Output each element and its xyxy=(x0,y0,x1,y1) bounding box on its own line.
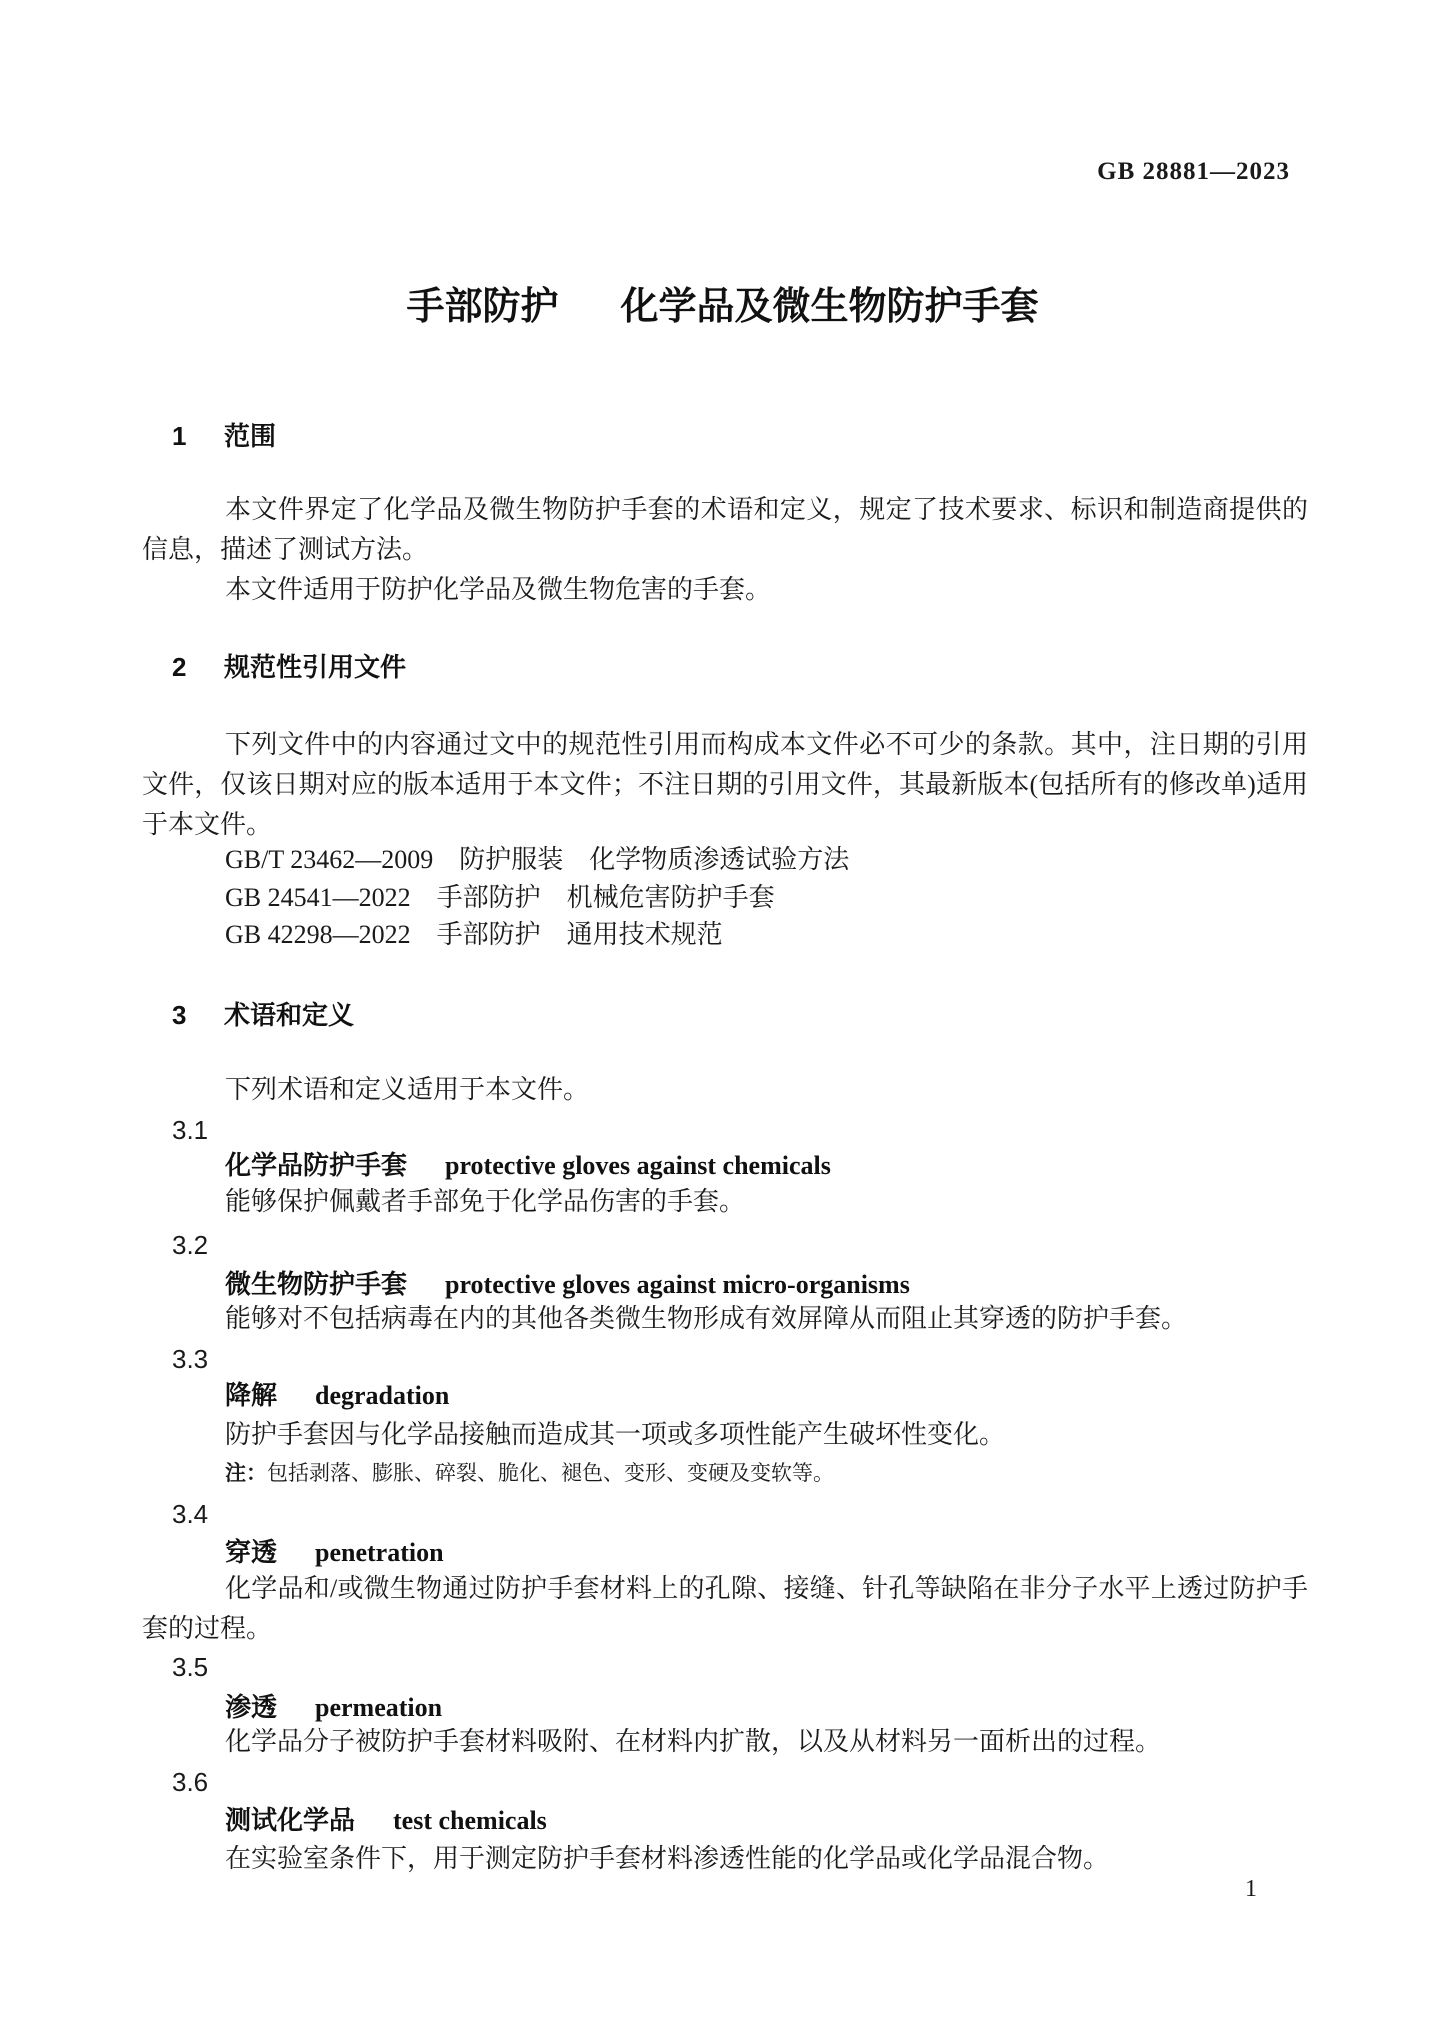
note-text: 包括剥落、膨胀、碎裂、脆化、褪色、变形、变硬及变软等。 xyxy=(267,1461,834,1485)
section-2-title: 规范性引用文件 xyxy=(224,652,407,682)
document-title-part1: 手部防护 xyxy=(406,286,559,328)
document-title-part2: 化学品及微生物防护手套 xyxy=(620,286,1039,328)
term-chinese: 微生物防护手套 xyxy=(225,1269,408,1299)
term-chinese: 测试化学品 xyxy=(225,1805,356,1835)
terms-intro: 下列术语和定义适用于本文件。 xyxy=(225,1075,590,1104)
section-1-number: 1 xyxy=(172,421,187,451)
clause-number-3-4: 3.4 xyxy=(172,1499,209,1529)
term-definition-3-2: 能够对不包括病毒在内的其他各类微生物形成有效屏障从而阻止其穿透的防护手套。 xyxy=(225,1304,1188,1333)
term-english: degradation xyxy=(315,1381,450,1410)
document-title xyxy=(0,281,1445,333)
section-3-heading xyxy=(172,995,354,1035)
term-english: test chemicals xyxy=(393,1806,547,1835)
term-chinese: 穿透 xyxy=(225,1537,278,1567)
clause-number-3-2: 3.2 xyxy=(172,1230,209,1260)
reference-item: GB 42298—2022 手部防护 通用技术规范 xyxy=(225,920,723,949)
section-2-number: 2 xyxy=(172,652,187,682)
term-entry-3-1 xyxy=(225,1145,831,1186)
term-definition-3-1: 能够保护佩戴者手部免于化学品伤害的手套。 xyxy=(225,1187,746,1216)
term-english: permeation xyxy=(315,1693,443,1722)
term-definition-3-3: 防护手套因与化学品接触而造成其一项或多项性能产生破坏性变化。 xyxy=(225,1420,1006,1449)
term-entry-3-3 xyxy=(225,1375,449,1416)
term-definition-3-4: 化学品和/或微生物通过防护手套材料上的孔隙、接缝、针孔等缺陷在非分子水平上透过防护手套的过程。 xyxy=(142,1574,1308,1643)
section-3-number: 3 xyxy=(172,1000,187,1030)
note-label: 注： xyxy=(225,1462,267,1485)
section-2-heading xyxy=(172,647,406,687)
term-note-3-3 xyxy=(225,1456,834,1491)
clause-number-3-6: 3.6 xyxy=(172,1767,209,1797)
term-entry-3-6 xyxy=(225,1800,547,1841)
clause-number-3-3: 3.3 xyxy=(172,1344,209,1374)
scope-paragraph-2: 本文件适用于防护化学品及微生物危害的手套。 xyxy=(225,575,772,604)
reference-item: GB 24541—2022 手部防护 机械危害防护手套 xyxy=(225,883,775,912)
term-english: protective gloves against chemicals xyxy=(445,1151,831,1180)
scope-paragraph-1: 本文件界定了化学品及微生物防护手套的术语和定义，规定了技术要求、标识和制造商提供的信息，描述了测试方法。 xyxy=(142,495,1308,564)
term-english: protective gloves against micro-organisms xyxy=(445,1270,910,1299)
term-chinese: 渗透 xyxy=(225,1692,278,1722)
clause-number-3-5: 3.5 xyxy=(172,1652,209,1682)
term-chinese: 降解 xyxy=(225,1380,278,1410)
section-3-title: 术语和定义 xyxy=(224,1000,355,1030)
reference-item: GB/T 23462—2009 防护服装 化学物质渗透试验方法 xyxy=(225,845,850,874)
term-chinese: 化学品防护手套 xyxy=(225,1150,408,1180)
normative-refs-intro: 下列文件中的内容通过文中的规范性引用而构成本文件必不可少的条款。其中，注日期的引用文件，仅该日期对应的版本适用于本文件；不注日期的引用文件，其最新版本(包括所有的修改单)适用于本文件。 xyxy=(142,730,1308,839)
standard-number: GB 28881—2023 xyxy=(1097,158,1290,185)
clause-number-3-1: 3.1 xyxy=(172,1115,209,1145)
section-1-heading xyxy=(172,416,276,456)
term-entry-3-4 xyxy=(225,1532,444,1573)
term-english: penetration xyxy=(315,1538,444,1567)
page-number: 1 xyxy=(1245,1876,1257,1902)
term-definition-3-6: 在实验室条件下，用于测定防护手套材料渗透性能的化学品或化学品混合物。 xyxy=(225,1844,1110,1873)
section-1-title: 范围 xyxy=(224,421,277,451)
term-definition-3-5: 化学品分子被防护手套材料吸附、在材料内扩散，以及从材料另一面析出的过程。 xyxy=(225,1727,1162,1756)
